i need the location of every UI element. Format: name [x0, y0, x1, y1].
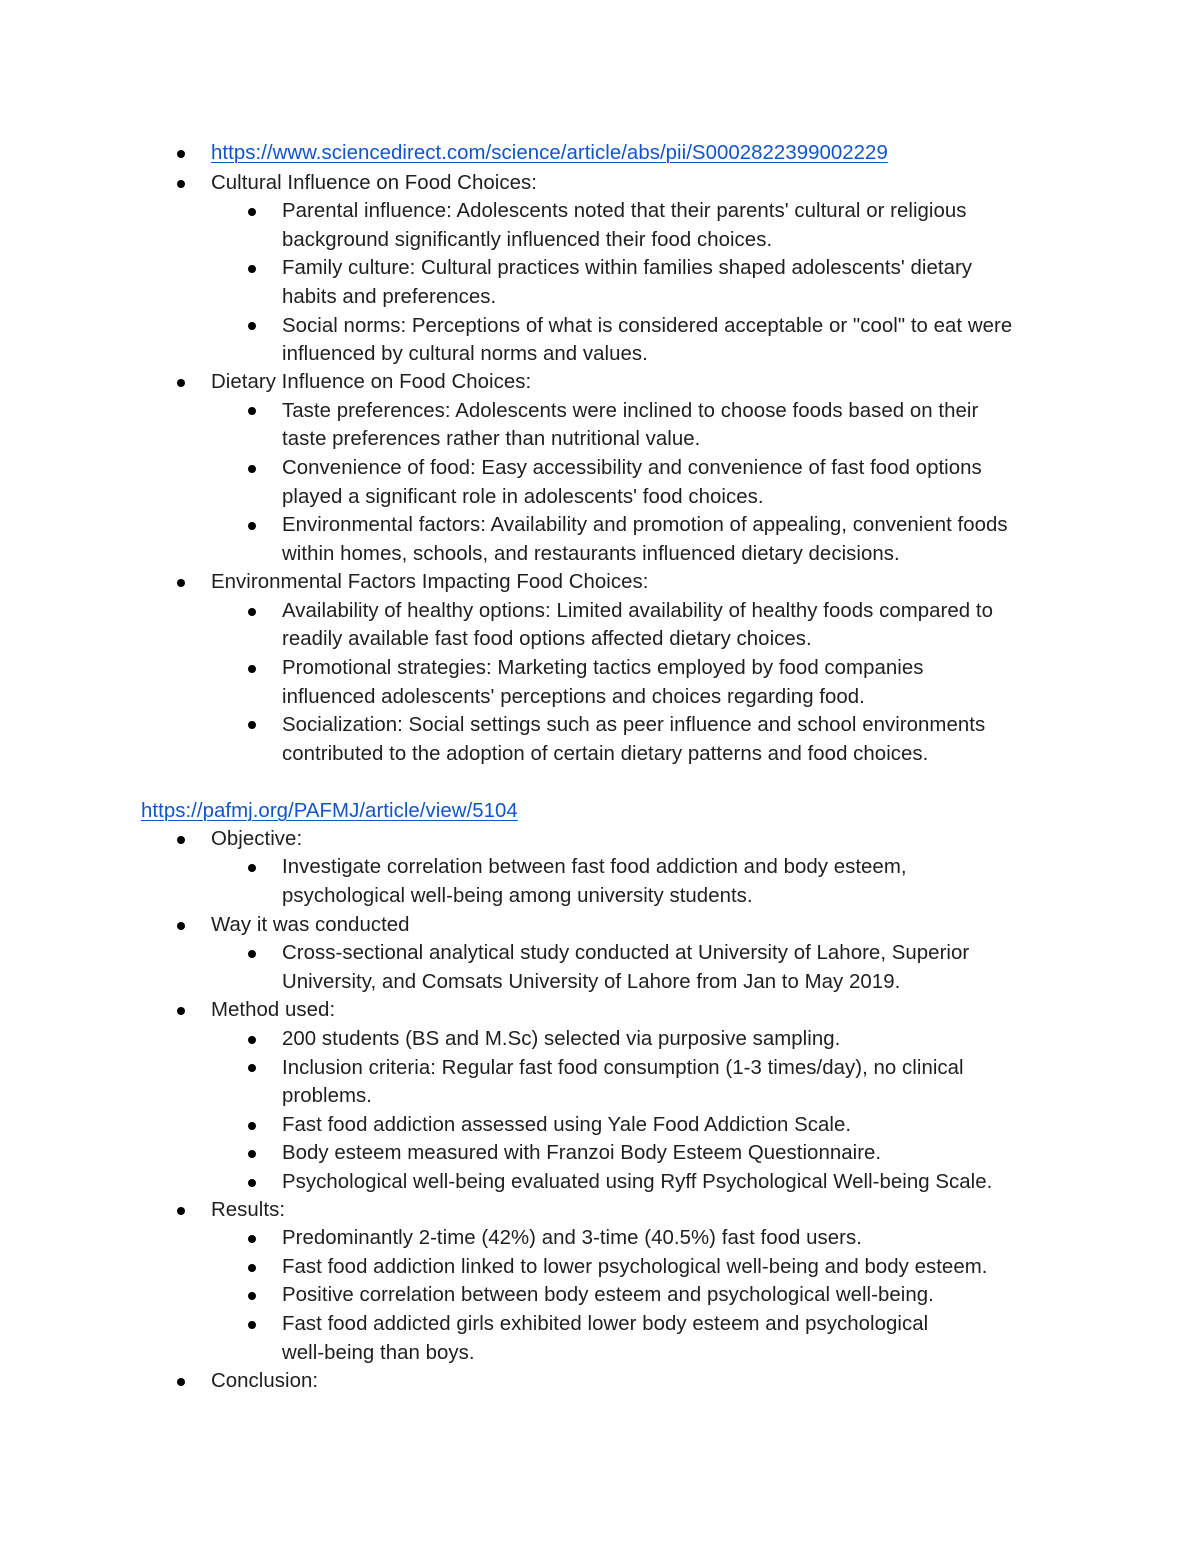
dietary-item-2-line-1: Convenience of food: Easy accessibility and convenience of fast food options: [282, 457, 982, 479]
dietary-item-3-line-2: within homes, schools, and restaurants influenced dietary decisions.: [282, 543, 900, 565]
results-item-4-line-2: well-being than boys.: [282, 1342, 475, 1364]
results-item-1: Predominantly 2-time (42%) and 3-time (40.5%) fast food users.: [282, 1227, 862, 1249]
dietary-heading: Dietary Influence on Food Choices:: [211, 371, 532, 393]
cultural-heading: Cultural Influence on Food Choices:: [211, 172, 537, 194]
dietary-item-1-line-2: taste preferences rather than nutritional value.: [282, 428, 701, 450]
results-item-3: Positive correlation between body esteem and psychological well-being.: [282, 1284, 934, 1306]
bullet-icon: [248, 265, 256, 273]
bullet-icon: [177, 379, 185, 387]
bullet-icon: [248, 1064, 256, 1072]
bullet-icon: [177, 150, 185, 158]
pafmj-link-line: [141, 797, 518, 825]
method-item-1: 200 students (BS and M.Sc) selected via purposive sampling.: [282, 1028, 841, 1050]
results-heading: Results:: [211, 1199, 286, 1221]
conducted-item-1-line-1: Cross-sectional analytical study conducted at University of Lahore, Superior: [282, 942, 970, 964]
objective-heading: Objective:: [211, 828, 303, 850]
bullet-icon: [248, 407, 256, 415]
method-item-4: Body esteem measured with Franzoi Body Esteem Questionnaire.: [282, 1142, 882, 1164]
method-item-2-line-2: problems.: [282, 1085, 372, 1107]
bullet-icon: [177, 579, 185, 587]
environmental-item-1-line-2: readily available fast food options affected dietary choices.: [282, 628, 812, 650]
method-heading: Method used:: [211, 999, 336, 1021]
bullet-icon: [248, 1179, 256, 1187]
cultural-item-3-line-1: Social norms: Perceptions of what is considered acceptable or "cool" to eat were: [282, 315, 1013, 337]
bullet-icon: [248, 950, 256, 958]
objective-item-1-line-2: psychological well-being among university students.: [282, 885, 753, 907]
bullet-icon: [248, 1036, 256, 1044]
method-item-5: Psychological well-being evaluated using Ryff Psychological Well-being Scale.: [282, 1171, 993, 1193]
environmental-item-2-line-2: influenced adolescents' perceptions and choices regarding food.: [282, 686, 865, 708]
conducted-heading: Way it was conducted: [211, 914, 410, 936]
bullet-icon: [248, 208, 256, 216]
bullet-icon: [248, 1150, 256, 1158]
conclusion-heading: Conclusion:: [211, 1370, 319, 1392]
method-item-2-line-1: Inclusion criteria: Regular fast food consumption (1-3 times/day), no clinical: [282, 1057, 964, 1079]
objective-item-1-line-1: Investigate correlation between fast food addiction and body esteem,: [282, 856, 907, 878]
environmental-item-2-line-1: Promotional strategies: Marketing tactics employed by food companies: [282, 657, 924, 679]
bullet-icon: [248, 1264, 256, 1272]
bullet-icon: [248, 608, 256, 616]
bullet-icon: [177, 922, 185, 930]
bullet-icon: [248, 1321, 256, 1329]
bullet-icon: [177, 1007, 185, 1015]
environmental-item-3-line-1: Socialization: Social settings such as peer influence and school environments: [282, 714, 986, 736]
cultural-item-2-line-2: habits and preferences.: [282, 286, 497, 308]
bullet-icon: [248, 864, 256, 872]
sciencedirect-link[interactable]: https://www.sciencedirect.com/science/article/abs/pii/S0002822399002229: [211, 142, 888, 164]
bullet-icon: [248, 1122, 256, 1130]
bullet-icon: [177, 1378, 185, 1386]
dietary-item-1-line-1: Taste preferences: Adolescents were inclined to choose foods based on their: [282, 400, 979, 422]
results-item-4-line-1: Fast food addicted girls exhibited lower body esteem and psychological: [282, 1313, 929, 1335]
dietary-item-3-line-1: Environmental factors: Availability and promotion of appealing, convenient foods: [282, 514, 1008, 536]
environmental-heading: Environmental Factors Impacting Food Choices:: [211, 571, 649, 593]
bullet-icon: [177, 1207, 185, 1215]
dietary-item-2-line-2: played a significant role in adolescents' food choices.: [282, 486, 764, 508]
pafmj-link[interactable]: https://pafmj.org/PAFMJ/article/view/5104: [141, 800, 518, 822]
bullet-icon: [248, 522, 256, 530]
bullet-icon: [248, 322, 256, 330]
bullet-icon: [248, 721, 256, 729]
bullet-icon: [248, 665, 256, 673]
environmental-item-1-line-1: Availability of healthy options: Limited availability of healthy foods compared to: [282, 600, 994, 622]
bullet-icon: [177, 180, 185, 188]
bullet-icon: [248, 1235, 256, 1243]
sciencedirect-link-line: [211, 139, 888, 167]
bullet-icon: [248, 1292, 256, 1300]
cultural-item-3-line-2: influenced by cultural norms and values.: [282, 343, 648, 365]
cultural-item-1-line-1: Parental influence: Adolescents noted that their parents' cultural or religious: [282, 200, 967, 222]
results-item-2: Fast food addiction linked to lower psychological well-being and body esteem.: [282, 1256, 988, 1278]
bullet-icon: [177, 836, 185, 844]
method-item-3: Fast food addiction assessed using Yale Food Addiction Scale.: [282, 1114, 852, 1136]
conducted-item-1-line-2: University, and Comsats University of Lahore from Jan to May 2019.: [282, 971, 901, 993]
bullet-icon: [248, 465, 256, 473]
environmental-item-3-line-2: contributed to the adoption of certain dietary patterns and food choices.: [282, 743, 929, 765]
cultural-item-2-line-1: Family culture: Cultural practices within families shaped adolescents' dietary: [282, 257, 973, 279]
cultural-item-1-line-2: background significantly influenced their food choices.: [282, 229, 773, 251]
